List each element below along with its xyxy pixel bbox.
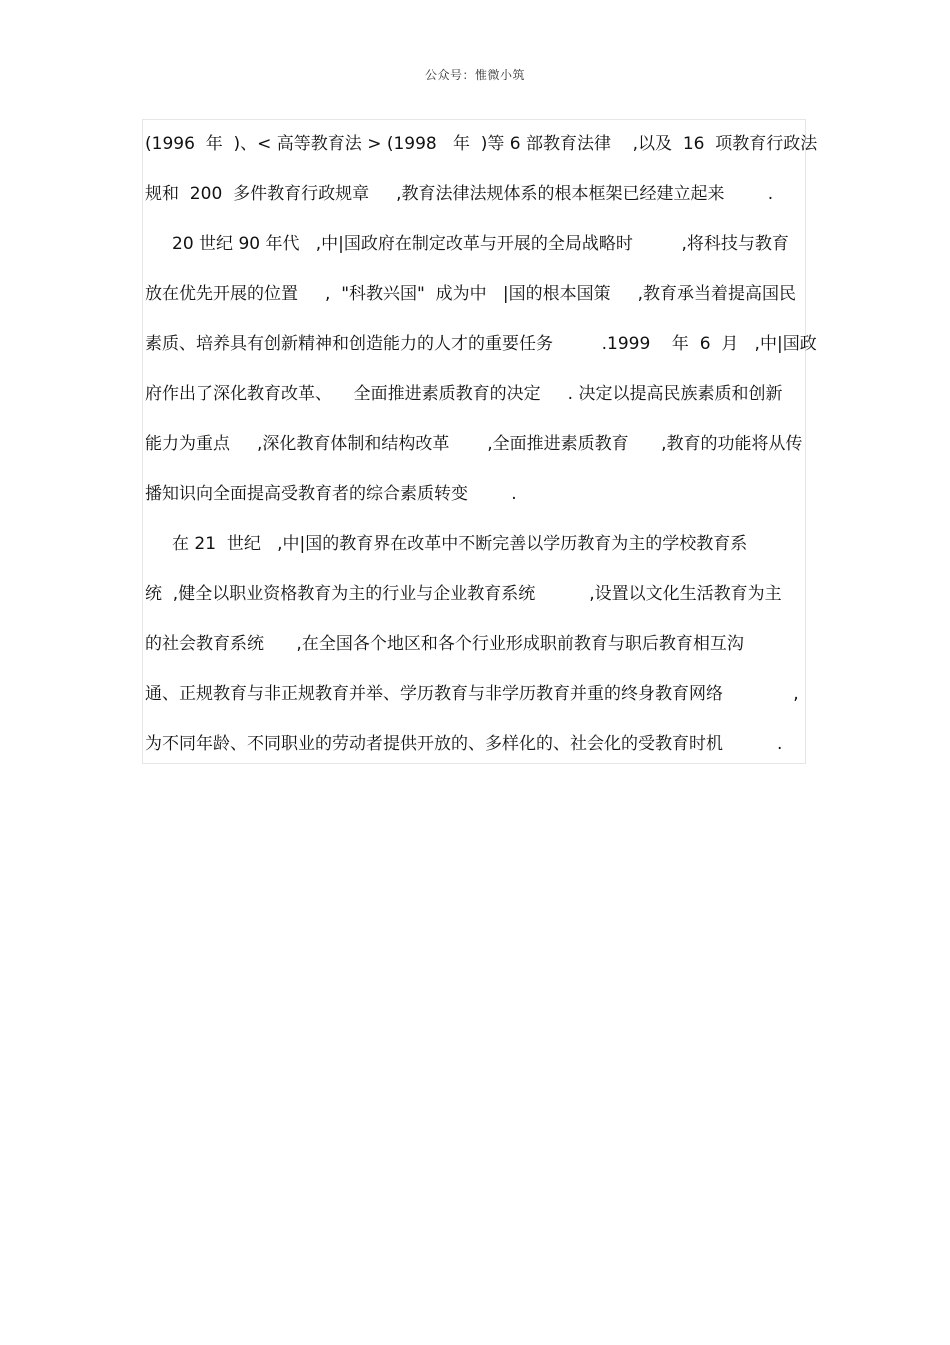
body-line-13: 为不同年龄、不同职业的劳动者提供开放的、多样化的、社会化的受教育时机 . (145, 734, 783, 754)
body-line-5: 素质、培养具有创新精神和创造能力的人才的重要任务 .1999 年 6 月 ,中|国政 (145, 334, 817, 354)
body-line-11: 的社会教育系统 ,在全国各个地区和各个行业形成职前教育与职后教育相互沟 (145, 634, 744, 654)
body-line-7: 能力为重点 ,深化教育体制和结构改革 ,全面推进素质教育 ,教育的功能将从传 (145, 434, 803, 454)
body-line-3: 20 世纪 90 年代 ,中|国政府在制定改革与开展的全局战略时 ,将科技与教育 (145, 234, 789, 254)
body-line-4: 放在优先开展的位置 , "科教兴国" 成为中 |国的根本国策 ,教育承当着提高国民 (145, 284, 797, 304)
body-line-10: 统 ,健全以职业资格教育为主的行业与企业教育系统 ,设置以文化生活教育为主 (145, 584, 782, 604)
body-line-6: 府作出了深化教育改革、 全面推进素质教育的决定 . 决定以提高民族素质和创新 (145, 384, 783, 404)
body-line-12: 通、正规教育与非正规教育并举、学历教育与非学历教育并重的终身教育网络 , (145, 684, 799, 704)
body-line-1: (1996 年 )、< 高等教育法 > (1998 年 )等 6 部教育法律 ,以及 16 项教育行政法 (145, 134, 818, 154)
body-line-9: 在 21 世纪 ,中|国的教育界在改革中不断完善以学历教育为主的学校教育系 (145, 534, 748, 554)
body-line-8: 播知识向全面提高受教育者的综合素质转变 . (145, 484, 517, 504)
page-header: 公众号：惟微小筑 (424, 68, 525, 82)
body-line-2: 规和 200 多件教育行政规章 ,教育法律法规体系的根本框架已经建立起来 . (145, 184, 774, 204)
